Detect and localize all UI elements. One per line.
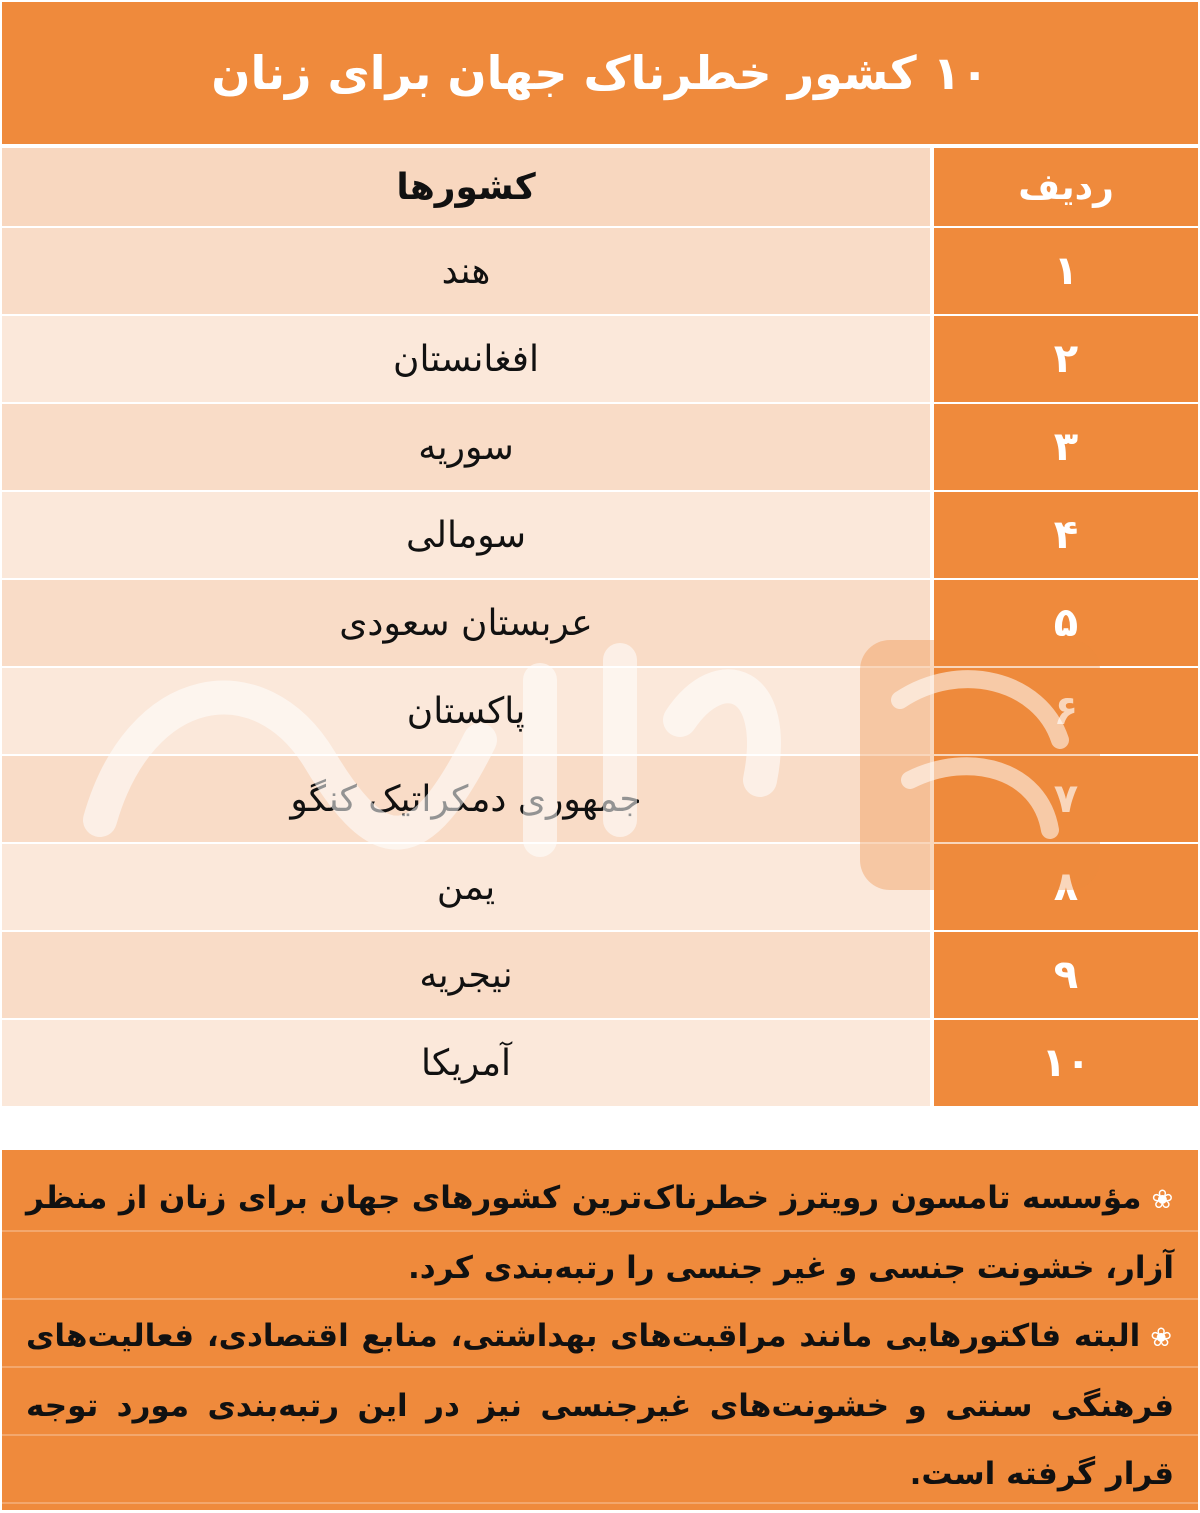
table-row (2, 492, 1198, 580)
table-row (2, 316, 1198, 404)
table-row (2, 932, 1198, 1020)
header-country: کشورها (2, 148, 930, 226)
rank-cell: ۹ (930, 932, 1198, 1018)
ranking-table (2, 148, 1198, 1108)
table-row (2, 668, 1198, 756)
table-row (2, 756, 1198, 844)
rank-cell: ۶ (930, 668, 1198, 754)
note-text: مؤسسه تامسون رویترز خطرناک‌ترین کشورهای جهان برای زنان از منظر آزار، خشونت جنسی و غیر جنسی را رتبه‌بندی کرد. (26, 1180, 1174, 1286)
table-header-row (2, 148, 1198, 228)
table-row (2, 404, 1198, 492)
country-cell: پاکستان (2, 668, 930, 754)
country-cell: نیجریه (2, 932, 930, 1018)
table-row (2, 1020, 1198, 1108)
rank-cell: ۴ (930, 492, 1198, 578)
note-paragraph (26, 1302, 1174, 1508)
rank-cell: ۱۰ (930, 1020, 1198, 1106)
page-title: ۱۰ کشور خطرناک جهان برای زنان (2, 2, 1198, 144)
country-cell: آمریکا (2, 1020, 930, 1106)
rank-cell: ۳ (930, 404, 1198, 490)
table-row (2, 844, 1198, 932)
country-cell: سوریه (2, 404, 930, 490)
header-rank: ردیف (930, 148, 1198, 226)
table-row (2, 228, 1198, 316)
rank-cell: ۵ (930, 580, 1198, 666)
country-cell: جمهوری دمکراتیک کنگو (2, 756, 930, 842)
flower-bullet-icon: ❀ (1151, 1185, 1174, 1215)
country-cell: عربستان سعودی (2, 580, 930, 666)
table-row (2, 580, 1198, 668)
rank-cell: ۸ (930, 844, 1198, 930)
country-cell: سومالی (2, 492, 930, 578)
rank-cell: ۱ (930, 228, 1198, 314)
country-cell: هند (2, 228, 930, 314)
note-text: البته فاکتورهایی مانند مراقبت‌های بهداشتی، منابع اقتصادی، فعالیت‌های فرهنگی سنتی و خشونت‌های غیرجنسی نیز در این رتبه‌بندی مورد توجه قرار گرفته است. (26, 1318, 1174, 1492)
note-paragraph (26, 1164, 1174, 1302)
rank-cell: ۲ (930, 316, 1198, 402)
flower-bullet-icon: ❀ (1150, 1323, 1174, 1353)
notes-box (2, 1150, 1198, 1510)
rank-cell: ۷ (930, 756, 1198, 842)
country-cell: یمن (2, 844, 930, 930)
country-cell: افغانستان (2, 316, 930, 402)
